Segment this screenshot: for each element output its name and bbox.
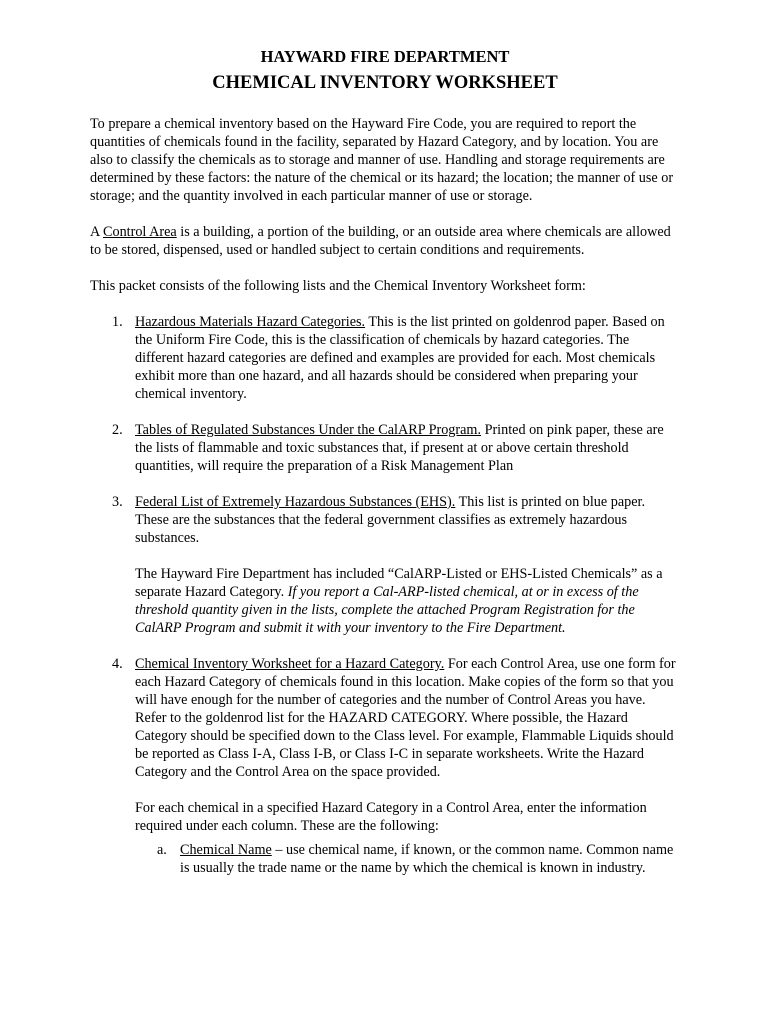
calarp-note-plain: The Hayward Fire Department has included “CalARP-Listed or EHS-Listed Chemicals” as a separate Hazard Category. [135,566,663,600]
column-list [135,841,680,877]
control-area-term: Control Area [103,224,177,240]
item-body: This is the list printed on goldenrod paper. Based on the Uniform Fire Code, this is the classification of chemicals by hazard categories. The different hazard categories are defined and examples are provided for each. Most chemicals exhibit more than one hazard, and all hazards should be considered when preparing your chemical inventory. [135,314,665,402]
list-item [135,841,680,877]
list-item [90,313,680,403]
sub-item-body: – use chemical name, if known, or the common name. Common name is usually the trade name or the name by which the chemical is known in industry. [180,842,674,876]
control-area-paragraph [90,223,680,259]
list-item [90,655,680,877]
item-number: 4. [112,656,123,672]
list-item [90,421,680,475]
item-number: 3. [112,494,123,510]
item-heading: Tables of Regulated Substances Under the CalARP Program. [135,422,482,438]
column-intro: For each chemical in a specified Hazard Category in a Control Area, enter the information required under each column. These are the following: [135,800,647,834]
sub-item-text [180,841,680,877]
item-number: 2. [112,422,123,438]
document-title: CHEMICAL INVENTORY WORKSHEET [212,73,558,93]
sub-item-letter: a. [157,842,167,858]
item-heading: Federal List of Extremely Hazardous Substances (EHS). [135,494,456,510]
item-text [135,313,680,403]
item-text [135,421,680,475]
calarp-note [135,565,680,637]
packet-list [90,313,680,877]
sub-item-heading: Chemical Name [180,842,272,858]
control-area-definition: is a building, a portion of the building, or an outside area where chemicals are allowed to be stored, dispensed, used or handled subject to certain conditions and requirements. [90,224,671,258]
packet-intro-paragraph: This packet consists of the following lists and the Chemical Inventory Worksheet form: [90,278,586,294]
item-text [135,655,680,781]
item-text [135,493,680,547]
item-number: 1. [112,314,123,330]
list-item [90,493,680,637]
intro-paragraph: To prepare a chemical inventory based on the Hayward Fire Code, you are required to report the quantities of chemicals found in the facility, separated by Hazard Category, and by location. You are also to classify the chemicals as to storage and manner of use. Handling and storage requirements are determined by these factors: the nature of the chemical or its hazard; the location; the manner of use or storage; and the quantity involved in each particular manner of use or storage. [90,116,674,204]
control-area-prefix: A [90,224,104,240]
item-heading: Chemical Inventory Worksheet for a Hazard Category. [135,656,445,672]
item-body: This list is printed on blue paper. These are the substances that the federal government classifies as extremely hazardous substances. [135,494,646,546]
item-heading: Hazardous Materials Hazard Categories. [135,314,366,330]
department-name: HAYWARD FIRE DEPARTMENT [260,47,510,66]
item-body: Printed on pink paper, these are the lists of flammable and toxic substances that, if present at or above certain threshold quantities, will require the preparation of a Risk Management Plan [135,422,664,474]
calarp-note-italic: If you report a Cal-ARP-listed chemical, at or in excess of the threshold quantity given in the lists, complete the attached Program Registration for the CalARP Program and submit it with your inventory to the Fire Department. [135,584,639,636]
item-body: For each Control Area, use one form for each Hazard Category of chemicals found in this location. Make copies of the form so that you will have enough for the number of categories and the number of Control Areas you have. Refer to the goldenrod list for the HAZARD CATEGORY. Where possible, the Hazard Category should be specified down to the Class level. For example, Flammable Liquids should be reported as Class I-A, Class I-B, or Class I-C in separate worksheets. Write the Hazard Category and the Control Area on the space provided. [135,656,676,780]
